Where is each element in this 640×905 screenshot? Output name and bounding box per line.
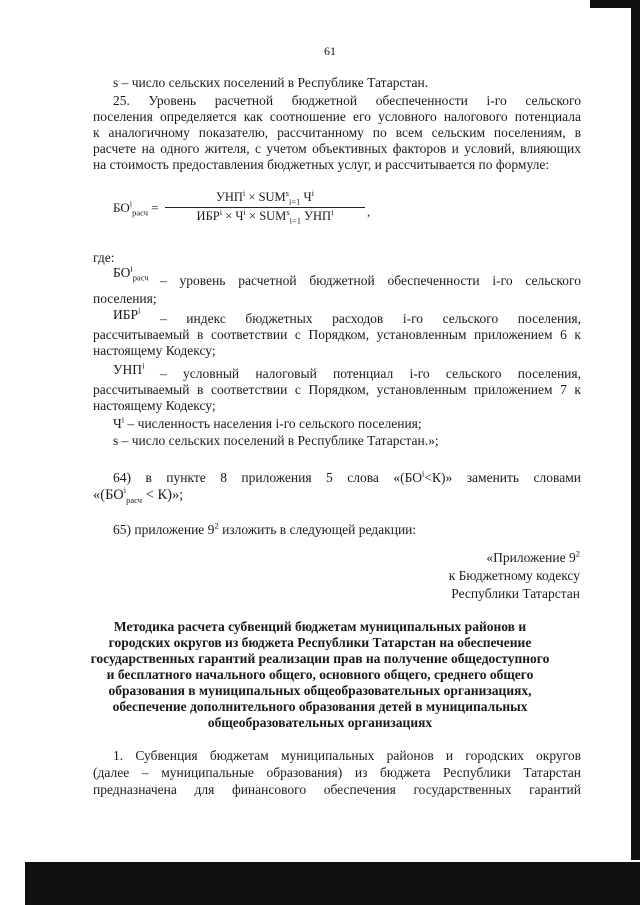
- title-line: общеобразовательных организациях: [207, 715, 433, 730]
- text-line: где:: [93, 250, 115, 265]
- text-line: 65) приложение $9^2$ изложить в следующей редакции:: [113, 520, 417, 537]
- text-line: s – число сельских поселений в Республике Татарстан.: [113, 75, 429, 90]
- text-line: s – число сельских поселений в Республике Татарстан.»;: [113, 433, 439, 448]
- text-line: настоящему Кодексу;: [93, 343, 216, 358]
- text-line: настоящему Кодексу;: [93, 398, 216, 413]
- fraction-bar: [165, 207, 365, 208]
- title-line: обеспечение дополнительного образования детей в муниципальных: [112, 699, 528, 714]
- appendix-line: к Бюджетному кодексу: [448, 568, 580, 583]
- text-line: расчете на одного жителя, с учетом объективных факторов и условий, влияющих: [93, 141, 581, 156]
- symbol-bo: $БО^i_{расч}$: [113, 263, 149, 283]
- formula-numerator: $УНП^i \times SUM^s_{i=1}$ $Ч^i$: [215, 187, 315, 207]
- title-line: Методика расчета субвенций бюджетам муниципальных районов и: [113, 619, 527, 634]
- title-line: и бесплатного начального общего, основного общего, среднего общего: [106, 667, 534, 682]
- title-line: образования в муниципальных общеобразовательных организациях,: [108, 683, 532, 698]
- symbol-unp: УНП$^i$: [113, 360, 145, 377]
- text-line: 64) в пункте 8 приложения 5 слова «$(БО^i<К)$» заменить словами: [113, 468, 581, 485]
- title-line: городских округов из бюджета Республики Татарстан на обеспечение: [108, 635, 532, 650]
- text-line: – уровень расчетной бюджетной обеспеченности i-го сельского: [160, 273, 581, 288]
- text-line: – индекс бюджетных расходов i-го сельского поселения,: [160, 311, 581, 326]
- text-line: поселения;: [93, 291, 157, 306]
- text-line: (далее – муниципальные образования) из бюджета Республики Татарстан: [93, 765, 581, 780]
- formula-lhs-sub: расч: [132, 207, 149, 218]
- appendix-line: Республики Татарстан: [451, 586, 580, 601]
- text-line: к аналогичному показателю, рассчитанному по всем сельским поселениям, в: [93, 125, 581, 140]
- formula-lhs: $БО^i_{расч}$ =: [113, 198, 159, 218]
- text-line: 1. Субвенция бюджетам муниципальных районов и городских округов: [113, 748, 581, 763]
- page-number: 61: [324, 44, 336, 58]
- text-line: – условный налоговый потенциал i-го сельского поселения,: [160, 366, 581, 381]
- ch-definition: $Ч^i$ – численность населения i-го сельского поселения;: [113, 414, 422, 431]
- appendix-header: [380, 549, 580, 603]
- formula-bo-rasch: [113, 187, 373, 230]
- title-line: государственных гарантий реализации прав на получение общедоступного: [90, 651, 550, 666]
- text-line: 25. Уровень расчетной бюджетной обеспеченности i-го сельского: [113, 93, 581, 108]
- symbol-ibr: ИБР$^i$: [113, 305, 141, 322]
- text-line: «$(БО^i_{расч} < К)$»;: [93, 485, 184, 505]
- text-line: поселения определяется как соотношение его условного налогового потенциала: [93, 109, 581, 124]
- formula-lhs-symbol: БО: [113, 200, 130, 215]
- methodology-title: [70, 619, 570, 731]
- text-line: рассчитываемый в соответствии с Порядком, установленным приложением 6 к: [93, 327, 581, 342]
- text-line: на стоимость предоставления бюджетных услуг, и рассчитывается по формуле:: [93, 157, 550, 172]
- appendix-line: «Приложение $9^2$: [486, 548, 580, 565]
- text-line: рассчитываемый в соответствии с Порядком, установленным приложением 7 к: [93, 382, 581, 397]
- formula-lhs-sup: i: [129, 198, 133, 209]
- formula-denominator: $ИБР^i \times Ч^i \times SUM^s_{i=1}$ УНП$^i$: [196, 206, 334, 226]
- formula-comma: ,: [367, 204, 371, 219]
- text-line: предназначена для финансового обеспечения государственных гарантий: [93, 782, 581, 797]
